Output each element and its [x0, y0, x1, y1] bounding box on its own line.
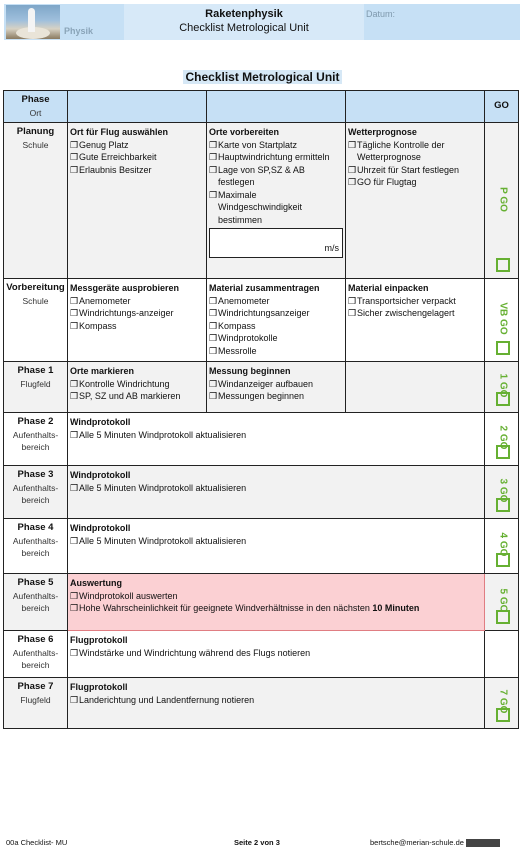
phase-name: Phase 4	[17, 522, 54, 533]
table-header-row	[4, 91, 519, 123]
go-label: 5 GO	[496, 588, 508, 613]
task-heading: Wetterprognose	[348, 127, 417, 137]
phase-location: Flugfeld	[20, 694, 51, 705]
checkbox-icon: ❒	[209, 391, 218, 401]
go-checkbox[interactable]	[496, 445, 510, 459]
go-cell	[485, 678, 519, 729]
checklist-item-text: Anemometer	[218, 295, 270, 306]
task-cell	[346, 362, 485, 413]
table-row	[4, 362, 519, 413]
footer-page-number: 2 von 3	[254, 838, 280, 847]
checkbox-icon: ❒	[70, 482, 79, 493]
go-checkbox[interactable]	[496, 392, 510, 406]
go-cell	[485, 574, 519, 631]
checkbox-icon: ❒	[70, 152, 79, 162]
checkbox-icon: ❒	[209, 152, 218, 162]
phase-location: Aufenthalts-	[12, 647, 59, 658]
task-heading: Windprotokoll	[70, 523, 131, 533]
phase-location: Aufenthalts-	[12, 429, 59, 440]
task-heading: Orte markieren	[70, 366, 135, 376]
checklist-item[interactable]	[209, 307, 343, 320]
phase-location: bereich	[21, 548, 50, 558]
footer-page-label: Seite	[234, 838, 252, 847]
phase-name: Phase 3	[17, 469, 54, 480]
checkbox-icon: ❒	[70, 139, 79, 150]
checkbox-icon: ❒	[209, 164, 218, 175]
checklist-item-text: Gute Erreichbarkeit	[79, 152, 157, 162]
checklist-item-text: Transportsicher verpackt	[357, 295, 456, 306]
table-row	[4, 123, 519, 279]
checklist-item-text: Windanzeiger aufbauen	[218, 378, 314, 389]
phase-location: bereich	[21, 442, 50, 452]
rocket-launch-logo	[6, 5, 60, 39]
checklist-item[interactable]	[70, 378, 204, 391]
task-heading: Messung beginnen	[209, 366, 291, 376]
checklist-item[interactable]	[209, 332, 343, 345]
header-cell-phase	[4, 91, 68, 123]
header-title: Raketenphysik	[205, 8, 283, 20]
go-cell	[485, 413, 519, 466]
header-cell-blank	[207, 91, 346, 123]
table-row	[4, 466, 519, 519]
checklist-item[interactable]	[70, 390, 204, 403]
checklist-item-text: Windprotokoll auswerten	[79, 590, 178, 601]
checklist-item-text: Windstärke und Windrichtung während des Flugs notieren	[79, 647, 311, 658]
checklist-item[interactable]	[348, 139, 482, 164]
checkbox-icon: ❒	[209, 295, 218, 306]
checklist-item[interactable]	[70, 295, 204, 308]
task-cell	[346, 279, 485, 362]
footer-email-text: bertsche@merian-schule.de	[370, 838, 464, 847]
task-cell	[346, 123, 485, 279]
checklist-item-text: Sicher zwischengelagert	[357, 308, 455, 318]
checklist-item[interactable]	[209, 295, 343, 308]
checkbox-icon: ❒	[70, 647, 79, 658]
item-text-part: Hohe Wahrscheinlichkeit für geeignete Windverhältnisse in den nächsten	[79, 603, 373, 613]
phase-location: bereich	[21, 603, 50, 613]
checklist-item-text: Anemometer	[79, 295, 131, 306]
task-heading: Material einpacken	[348, 283, 429, 293]
footer-page	[234, 838, 280, 847]
phase-name: Phase 1	[17, 365, 54, 376]
checklist-item[interactable]	[209, 189, 343, 227]
go-cell	[485, 519, 519, 574]
go-checkbox[interactable]	[496, 341, 510, 355]
checkbox-icon: ❒	[70, 694, 79, 705]
checklist-item[interactable]	[209, 390, 343, 403]
checklist-item[interactable]	[209, 320, 343, 333]
checklist-item[interactable]	[348, 176, 482, 189]
task-heading: Messgeräte ausprobieren	[70, 283, 180, 293]
checkbox-icon: ❒	[209, 308, 218, 318]
task-heading: Material zusammentragen	[209, 283, 320, 293]
checklist-item-text: Kompass	[79, 320, 117, 331]
header-cell-blank	[346, 91, 485, 123]
checklist-item-text: Erlaubnis Besitzer	[79, 164, 152, 175]
task-cell	[207, 362, 346, 413]
checklist-item[interactable]	[209, 378, 343, 391]
go-checkbox[interactable]	[496, 708, 510, 722]
task-cell	[68, 631, 485, 678]
table-row	[4, 279, 519, 362]
task-cell	[68, 678, 485, 729]
page-header	[4, 4, 520, 40]
date-label: Datum:	[366, 9, 396, 19]
phase-cell	[4, 519, 68, 574]
checkbox-icon: ❒	[70, 590, 79, 601]
checkbox-icon: ❒	[209, 189, 218, 200]
checkbox-icon: ❒	[348, 177, 357, 187]
table-row	[4, 574, 519, 631]
checklist-item-text	[79, 602, 419, 615]
checkbox-icon: ❒	[70, 429, 79, 440]
go-cell	[485, 466, 519, 519]
checkbox-icon: ❒	[70, 164, 79, 175]
task-heading: Flugprotokoll	[70, 635, 128, 645]
phase-location: bereich	[21, 495, 50, 505]
cc-license-icon	[466, 839, 500, 847]
phase-location: bereich	[21, 660, 50, 670]
go-checkbox[interactable]	[496, 553, 510, 567]
task-cell	[68, 413, 485, 466]
go-checkbox[interactable]	[496, 258, 510, 272]
checklist-item-text: Lage von SP,SZ & AB festlegen	[218, 164, 305, 187]
checklist-item-text: Alle 5 Minuten Windprotokoll aktualisieren	[79, 535, 247, 546]
go-cell	[485, 362, 519, 413]
checklist-item[interactable]	[70, 590, 482, 603]
checklist-item[interactable]	[209, 151, 343, 164]
checklist-item-text: Alle 5 Minuten Windprotokoll aktualisieren	[79, 429, 247, 440]
max-wind-speed-field[interactable]	[209, 228, 343, 258]
document-title	[0, 68, 525, 86]
go-label: 7 GO	[496, 689, 508, 714]
checklist-item[interactable]	[70, 139, 204, 152]
phase-cell	[4, 362, 68, 413]
checkbox-icon: ❒	[348, 295, 357, 306]
task-heading: Ort für Flug auswählen	[70, 127, 169, 137]
checkbox-icon: ❒	[70, 603, 79, 613]
task-cell	[68, 362, 207, 413]
header-ort: Ort	[29, 107, 42, 118]
phase-location: Aufenthalts-	[12, 590, 59, 601]
checklist-item[interactable]	[348, 295, 482, 308]
checklist-item[interactable]	[70, 535, 482, 548]
checklist-item[interactable]	[209, 345, 343, 358]
header-go: GO	[485, 91, 519, 123]
phase-cell	[4, 123, 68, 279]
checklist-item-text: SP, SZ und AB markieren	[79, 391, 181, 401]
phase-location: Schule	[22, 295, 49, 306]
phase-cell	[4, 466, 68, 519]
phase-cell	[4, 574, 68, 631]
phase-cell	[4, 631, 68, 678]
phase-location: Aufenthalts-	[12, 482, 59, 493]
phase-location: Flugfeld	[20, 378, 51, 389]
task-heading: Windprotokoll	[70, 470, 131, 480]
go-checkbox[interactable]	[496, 498, 510, 512]
checklist-item[interactable]	[209, 139, 343, 152]
phase-name: Phase 5	[17, 577, 54, 588]
phase-location: Aufenthalts-	[12, 535, 59, 546]
header-phase: Phase	[21, 94, 50, 105]
checkbox-icon: ❒	[70, 308, 79, 318]
checkbox-icon: ❒	[209, 320, 218, 331]
checklist-item-text: Windrichtungs-anzeiger	[79, 308, 174, 318]
go-checkbox[interactable]	[496, 610, 510, 624]
checklist-item-text: Genug Platz	[79, 139, 129, 150]
go-label: VB GO	[496, 302, 508, 335]
checkbox-icon: ❒	[209, 139, 218, 150]
phase-cell	[4, 279, 68, 362]
checklist-item-text: Messrolle	[218, 345, 257, 356]
checklist-item-text: GO für Flugtag	[357, 177, 417, 187]
checkbox-icon: ❒	[209, 345, 218, 356]
table-row	[4, 413, 519, 466]
checklist-item-text: Kontrolle Windrichtung	[79, 378, 170, 389]
checklist-item-text: Tägliche Kontrolle der Wetterprognose	[357, 139, 445, 162]
checklist-item-text: Alle 5 Minuten Windprotokoll aktualisieren	[79, 482, 247, 493]
header-title-box	[124, 4, 364, 40]
task-cell	[68, 466, 485, 519]
item-text-emphasis: 10 Minuten	[372, 603, 420, 613]
task-cell	[68, 279, 207, 362]
checklist-item-text: Maximale Windgeschwindigkeit bestimmen	[218, 189, 303, 225]
checkbox-icon: ❒	[348, 164, 357, 175]
checkbox-icon: ❒	[70, 535, 79, 546]
footer-left: 00a Checklist- MU	[6, 838, 68, 847]
document-title-text: Checklist Metrological Unit	[185, 70, 340, 84]
go-label: 2 GO	[496, 425, 508, 450]
checkbox-icon: ❒	[70, 378, 79, 389]
go-label: P GO	[496, 186, 508, 212]
checklist-item[interactable]	[70, 694, 482, 707]
checklist-item-text: Uhrzeit für Start festlegen	[357, 164, 460, 175]
go-label: 3 GO	[496, 478, 508, 503]
checklist-item[interactable]	[70, 164, 204, 177]
task-heading: Flugprotokoll	[70, 682, 128, 692]
checkbox-icon: ❒	[209, 333, 218, 343]
checklist-item[interactable]	[70, 647, 482, 660]
checklist-table	[3, 90, 519, 729]
checklist-item-text: Landerichtung und Landentfernung notieren	[79, 694, 255, 705]
phase-name: Phase 6	[17, 634, 54, 645]
checklist-item-text: Messungen beginnen	[218, 391, 305, 401]
checklist-item[interactable]	[70, 429, 482, 442]
checklist-item-text: Windrichtungsanzeiger	[218, 308, 310, 318]
go-cell	[485, 123, 519, 279]
checklist-item[interactable]	[348, 164, 482, 177]
checkbox-icon: ❒	[348, 308, 357, 318]
task-cell	[68, 123, 207, 279]
task-cell	[207, 123, 346, 279]
phase-location: Schule	[22, 139, 49, 150]
checklist-item[interactable]	[70, 482, 482, 495]
checkbox-icon: ❒	[70, 320, 79, 331]
checklist-item[interactable]	[70, 307, 204, 320]
phase-name: Phase 2	[17, 416, 54, 427]
task-cell	[68, 519, 485, 574]
task-cell	[207, 279, 346, 362]
checklist-item-text: Kompass	[218, 320, 256, 331]
phase-name: Planung	[16, 126, 55, 137]
phase-cell	[4, 413, 68, 466]
task-heading: Orte vorbereiten	[209, 127, 280, 137]
phase-name: Vorbereitung	[6, 282, 65, 293]
checkbox-icon: ❒	[70, 295, 79, 306]
checkbox-icon: ❒	[209, 378, 218, 389]
checklist-item[interactable]	[209, 164, 343, 189]
footer-email	[370, 838, 500, 847]
table-row	[4, 678, 519, 729]
checklist-item-text: Windprotokolle	[218, 333, 278, 343]
go-label: 4 GO	[496, 532, 508, 557]
header-cell-blank	[68, 91, 207, 123]
go-label: 1 GO	[496, 373, 508, 398]
table-row	[4, 519, 519, 574]
checklist-item[interactable]	[348, 307, 482, 320]
go-cell	[485, 279, 519, 362]
header-subtitle: Checklist Metrological Unit	[179, 22, 309, 34]
checklist-item-text: Karte von Startplatz	[218, 139, 298, 150]
phase-name: Phase 7	[17, 681, 54, 692]
table-row	[4, 631, 519, 678]
checklist-item[interactable]	[70, 602, 482, 615]
checklist-item-text: Hauptwindrichtung ermitteln	[218, 152, 330, 162]
task-cell	[68, 574, 485, 631]
unit-label: m/s	[324, 242, 339, 253]
checkbox-icon: ❒	[348, 139, 357, 150]
checklist-item[interactable]	[70, 320, 204, 333]
go-cell	[485, 631, 519, 678]
task-heading: Windprotokoll	[70, 417, 131, 427]
subject-label: Physik	[64, 26, 94, 36]
phase-cell	[4, 678, 68, 729]
checkbox-icon: ❒	[70, 391, 79, 401]
checklist-item[interactable]	[70, 151, 204, 164]
task-heading: Auswertung	[70, 578, 123, 588]
